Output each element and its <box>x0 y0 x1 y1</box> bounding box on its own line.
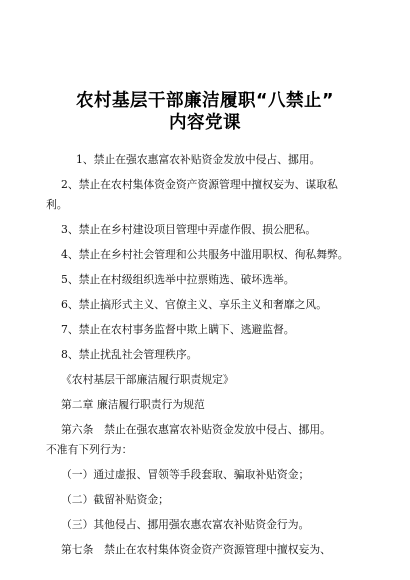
article-6-clause: （二）截留补贴资金； <box>61 493 169 506</box>
list-item: 1、禁止在强农惠富农补贴资金发放中侵占、挪用。 <box>76 153 321 166</box>
article-6-clause: （一）通过虚报、冒领等手段套取、骗取补贴资金； <box>61 468 310 481</box>
list-item: 6、禁止搞形式主义、官僚主义、享乐主义和奢靡之风。 <box>61 298 327 311</box>
document-title: 农村基层干部廉洁履职“八禁止” <box>75 91 334 111</box>
list-item: 7、禁止在农村事务监督中欺上瞒下、逃避监督。 <box>61 323 295 336</box>
article-6-continuation: 不准有下列行为： <box>46 443 133 456</box>
chapter-heading: 第二章 廉洁履行职责行为规范 <box>61 398 205 411</box>
document-subtitle: 内容党课 <box>169 113 241 133</box>
regulation-title: 《农村基层干部廉洁履行职责规定》 <box>61 373 234 386</box>
list-item: 8、禁止扰乱社会管理秩序。 <box>61 348 198 361</box>
article-6-clause: （三）其他侵占、挪用强农惠农富农补贴资金行为。 <box>61 518 310 531</box>
article-6: 第六条 禁止在强农惠富农补贴资金发放中侵占、挪用。 <box>61 423 331 436</box>
article-7: 第七条 禁止在农村集体资金资产资源管理中擅权妄为、 <box>61 543 331 556</box>
list-item: 5、禁止在村级组织选举中拉票贿选、破坏选举。 <box>61 273 295 286</box>
list-item: 4、禁止在乡村社会管理和公共服务中滥用职权、徇私舞弊。 <box>61 248 349 261</box>
list-item: 3、禁止在乡村建设项目管理中弄虚作假、损公肥私。 <box>61 223 317 236</box>
list-item: 2、禁止在农村集体资金资产资源管理中擅权妄为、谋取私 <box>61 178 338 191</box>
list-item-continuation: 利。 <box>46 198 68 211</box>
